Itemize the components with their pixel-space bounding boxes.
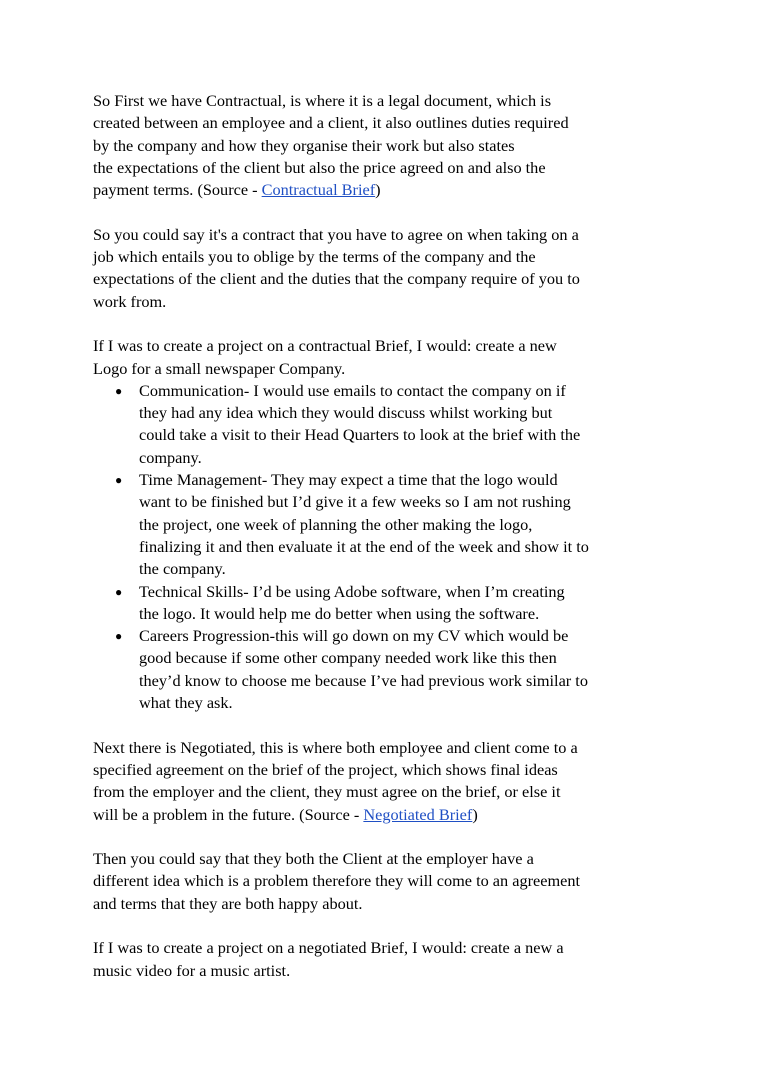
- text-line: job which entails you to oblige by the terms of the company and the: [93, 247, 536, 267]
- bullet-item-time-management: [93, 469, 683, 580]
- text-line: they’d know to choose me because I’ve had previous work similar to: [139, 670, 588, 690]
- text-line: from the employer and the client, they must agree on the brief, or else it: [93, 782, 561, 802]
- paragraph-contractual: [93, 90, 683, 201]
- bullet-icon: ●: [115, 383, 123, 398]
- paragraph-contract-summary: [93, 224, 683, 313]
- negotiated-brief-link[interactable]: Negotiated Brief: [363, 804, 473, 824]
- text-line: they had any idea which they would discuss whilst working but: [139, 403, 553, 423]
- bullet-icon: ●: [115, 584, 123, 599]
- text-line: and terms that they are both happy about.: [93, 893, 363, 913]
- text-line: work from.: [93, 291, 167, 311]
- text-line: what they ask.: [139, 693, 233, 713]
- text-line: Communication- I would use emails to contact the company on if: [139, 380, 566, 400]
- paragraph-negotiated-summary: [93, 848, 683, 915]
- bullet-item-communication: [93, 380, 683, 469]
- bullet-list: [93, 380, 683, 714]
- source-suffix: ): [472, 804, 478, 824]
- text-line: Technical Skills- I’d be using Adobe software, when I’m creating: [139, 581, 565, 601]
- bullet-item-careers-progression: [93, 625, 683, 714]
- bullet-icon: ●: [115, 473, 123, 488]
- text-line: So First we have Contractual, is where it is a legal document, which is: [93, 91, 552, 110]
- text-line: good because if some other company needed work like this then: [139, 648, 557, 668]
- text-line: Next there is Negotiated, this is where both employee and client come to a: [93, 737, 578, 757]
- paragraph-negotiated-project: [93, 937, 683, 982]
- text-line: music video for a music artist.: [93, 960, 291, 980]
- text-line: If I was to create a project on a contractual Brief, I would: create a new: [93, 336, 557, 356]
- text-line: Careers Progression-this will go down on my CV which would be: [139, 626, 569, 646]
- text-line: expectations of the client and the duties that the company require of you to: [93, 269, 580, 289]
- text-line: If I was to create a project on a negotiated Brief, I would: create a new a: [93, 938, 564, 958]
- contractual-brief-link[interactable]: Contractual Brief: [261, 180, 376, 200]
- text-line: company.: [139, 447, 202, 467]
- text-line: the project, one week of planning the other making the logo,: [139, 514, 533, 534]
- text-line: [93, 804, 683, 826]
- text-line: want to be finished but I’d give it a few weeks so I am not rushing: [139, 492, 571, 512]
- text-line: could take a visit to their Head Quarters to look at the brief with the: [139, 425, 581, 445]
- text-line: [93, 179, 683, 201]
- text-line: created between an employee and a client, it also outlines duties required: [93, 113, 569, 133]
- text-line: finalizing it and then evaluate it at the end of the week and show it to: [139, 536, 589, 556]
- source-suffix: ): [375, 180, 381, 200]
- bullet-item-technical-skills: [93, 581, 683, 626]
- text-line: the expectations of the client but also the price agreed on and also the: [93, 157, 546, 177]
- text-line: So you could say it's a contract that you have to agree on when taking on a: [93, 224, 579, 244]
- paragraph-negotiated: [93, 737, 683, 826]
- paragraph-contractual-project: [93, 335, 683, 380]
- document-page: [93, 90, 683, 1004]
- bullet-icon: ●: [115, 629, 123, 644]
- text-line: Time Management- They may expect a time that the logo would: [139, 470, 558, 490]
- text-line: different idea which is a problem therefore they will come to an agreement: [93, 871, 581, 891]
- text-line: the company.: [139, 559, 226, 579]
- text-line: specified agreement on the brief of the project, which shows final ideas: [93, 759, 558, 779]
- text-line: by the company and how they organise their work but also states: [93, 135, 515, 155]
- text-line: Then you could say that they both the Client at the employer have a: [93, 849, 534, 869]
- source-prefix: payment terms. (Source -: [93, 180, 262, 200]
- text-line: Logo for a small newspaper Company.: [93, 358, 346, 378]
- text-line: the logo. It would help me do better when using the software.: [139, 603, 540, 623]
- source-prefix: will be a problem in the future. (Source -: [93, 804, 364, 824]
